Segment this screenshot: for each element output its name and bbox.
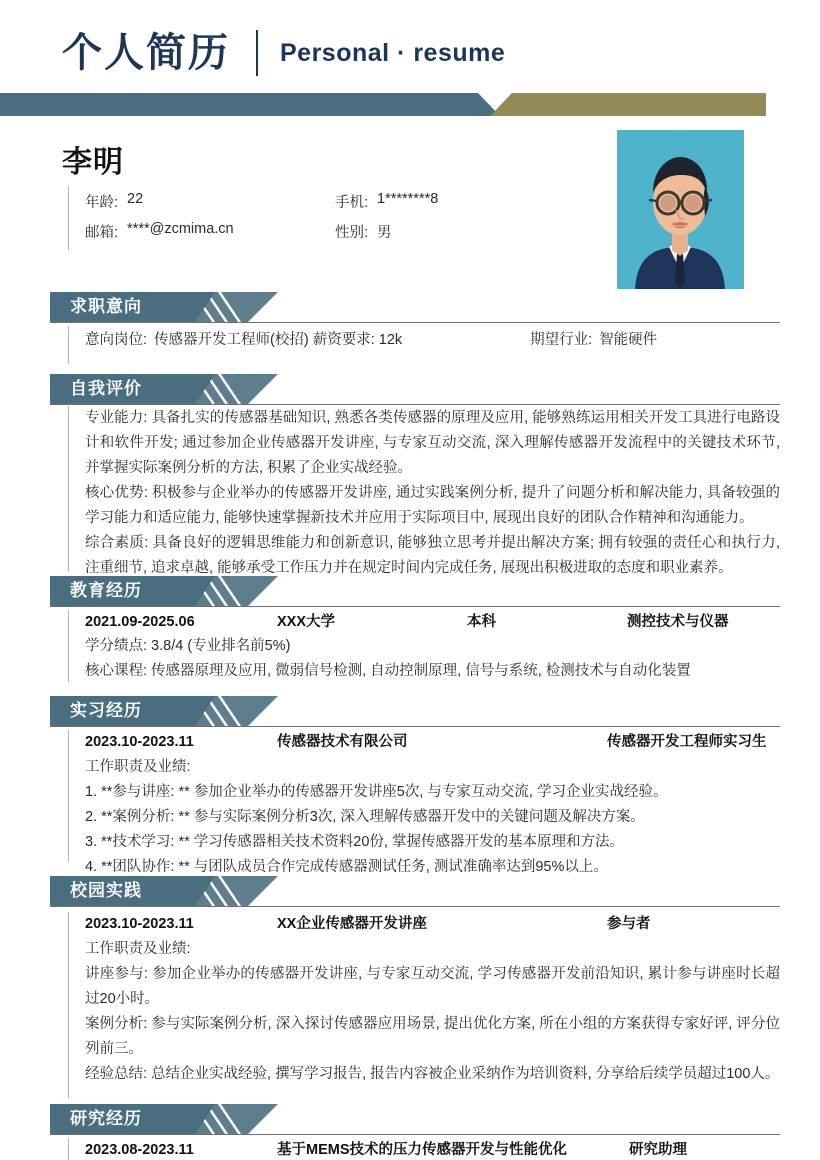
- campus-row: [85, 912, 780, 936]
- education-date: 2021.09-2025.06: [85, 614, 195, 630]
- campus-date: 2023.10-2023.11: [85, 916, 194, 932]
- internship-row: [85, 730, 780, 754]
- education-courses: 核心课程: 传感器原理及应用, 微弱信号检测, 自动控制原理, 信号与系统, 检测技术与自动化装置: [85, 663, 691, 679]
- section-header-campus-practice: [50, 876, 780, 906]
- section-title: 校园实践: [70, 881, 142, 900]
- internship-bullet: 4. **团队协作: ** 与团队成员合作完成传感器测试任务, 测试准确率达到95%以上。: [85, 859, 608, 875]
- header-banner: [0, 93, 820, 116]
- research-role: 研究助理: [629, 1142, 687, 1158]
- campus-paragraph: 案例分析: 参与实际案例分析, 深入探讨传感器应用场景, 提出优化方案, 所在小组的方案获得专家好评, 评分位列前三。: [85, 1016, 780, 1057]
- document-title-row: [0, 22, 820, 84]
- title-divider: [256, 30, 258, 76]
- evaluation-paragraph: 综合素质: 具备良好的逻辑思维能力和创新意识, 能够独立思考并提出解决方案; 拥有较强的责任心和执行力, 注重细节, 追求卓越, 能够承受工作压力并在规定时间内完成任务, 展现出积极进取的态度和职业素养。: [85, 535, 780, 576]
- research-date: 2023.08-2023.11: [85, 1142, 194, 1158]
- education-body: [68, 610, 780, 682]
- section-rule: [50, 322, 780, 323]
- job-intention-row: [85, 326, 780, 354]
- contact-field-email: [85, 221, 335, 242]
- campus-project: XX企业传感器开发讲座: [277, 916, 427, 932]
- position-label: 意向岗位:: [85, 332, 148, 348]
- evaluation-paragraph: 专业能力: 具备扎实的传感器基础知识, 熟悉各类传感器的原理及应用, 能够熟练运用相关开发工具进行电路设计和软件开发; 通过参加企业传感器开发讲座, 与专家互动交流, 深入理解传感器开发流程中的关键技术环节, 并掌握实际案例分析的方法, 积累了企业实战经验。: [85, 410, 780, 476]
- field-label: 邮箱:: [85, 224, 119, 241]
- portrait-photo: [617, 130, 744, 289]
- contact-field-phone: [335, 191, 438, 212]
- internship-company: 传感器技术有限公司: [277, 734, 408, 750]
- field-value: 1********8: [377, 190, 439, 207]
- campus-practice-body: [68, 912, 780, 1098]
- contact-row: [85, 216, 608, 246]
- campus-paragraph: 讲座参与: 参加企业举办的传感器开发讲座, 与专家互动交流, 学习传感器开发前沿知识, 累计参与讲座时长超过20小时。: [85, 966, 780, 1007]
- self-evaluation-body: [68, 406, 780, 576]
- campus-paragraph: 经验总结: 总结企业实战经验, 撰写学习报告, 报告内容被企业采纳作为培训资料, 分享给后续学员超过100人。: [85, 1066, 780, 1082]
- section-rule: [50, 606, 780, 607]
- internship-subhead: 工作职责及业绩:: [85, 759, 191, 775]
- section-rule: [50, 1134, 780, 1135]
- portrait-illustration: [617, 130, 744, 289]
- internship-bullet: 2. **案例分析: ** 参与实际案例分析3次, 深入理解传感器开发中的关键问题及解决方案。: [85, 809, 645, 825]
- section-title: 教育经历: [70, 581, 142, 600]
- education-major: 测控技术与仪器: [627, 614, 729, 630]
- contact-field-age: [85, 191, 335, 212]
- field-label: 性别:: [335, 224, 369, 241]
- banner-gold-bar: [490, 93, 766, 116]
- section-header-self-evaluation: [50, 374, 780, 404]
- field-value: ****@zcmima.cn: [127, 220, 234, 237]
- education-school: XXX大学: [277, 614, 336, 630]
- education-row: [85, 610, 780, 634]
- section-header-job-intention: [50, 292, 780, 322]
- education-gpa: 学分绩点: 3.8/4 (专业排名前5%): [85, 638, 291, 654]
- field-label: 年龄:: [85, 194, 119, 211]
- campus-subhead: 工作职责及业绩:: [85, 941, 191, 957]
- field-label: 手机:: [335, 194, 369, 211]
- page-title-en: Personal · resume: [280, 38, 506, 67]
- job-intention-body: [68, 326, 780, 364]
- banner-teal-bar: [0, 93, 500, 116]
- industry-value: 智能硬件: [599, 332, 658, 348]
- position-value: 传感器开发工程师(校招) 薪资要求: 12k: [154, 332, 403, 348]
- internship-role: 传感器开发工程师实习生: [607, 734, 767, 750]
- candidate-name: 李明: [62, 146, 124, 179]
- field-value: 男: [377, 224, 392, 241]
- research-project: 基于MEMS技术的压力传感器开发与性能优化: [277, 1142, 567, 1158]
- section-title: 研究经历: [70, 1109, 142, 1128]
- section-header-research: [50, 1104, 780, 1134]
- section-rule: [50, 726, 780, 727]
- section-rule: [50, 906, 780, 907]
- section-title: 实习经历: [70, 701, 142, 720]
- section-title: 求职意向: [70, 297, 142, 316]
- research-row: [85, 1138, 780, 1160]
- contact-row: [85, 186, 608, 216]
- internship-body: [68, 730, 780, 875]
- section-header-internship: [50, 696, 780, 726]
- contact-info-block: [68, 186, 608, 250]
- field-value: 22: [127, 190, 144, 207]
- education-degree: 本科: [467, 614, 496, 630]
- page-title-cn: 个人简历: [62, 31, 230, 75]
- internship-date: 2023.10-2023.11: [85, 734, 194, 750]
- research-body: [68, 1138, 780, 1160]
- evaluation-paragraph: 核心优势: 积极参与企业举办的传感器开发讲座, 通过实践案例分析, 提升了问题分析和解决能力, 具备较强的学习能力和适应能力, 能够快速掌握新技术并应用于实际项目中, 展现出良好的团队合作精神和沟通能力。: [85, 485, 780, 526]
- section-rule: [50, 404, 780, 405]
- industry-label: 期望行业:: [530, 332, 593, 348]
- internship-bullet: 1. **参与讲座: ** 参加企业举办的传感器开发讲座5次, 与专家互动交流, 学习企业实战经验。: [85, 784, 668, 800]
- internship-bullet: 3. **技术学习: ** 学习传感器相关技术资料20份, 掌握传感器开发的基本原理和方法。: [85, 834, 624, 850]
- section-header-education: [50, 576, 780, 606]
- campus-role: 参与者: [607, 916, 651, 932]
- section-title: 自我评价: [70, 379, 142, 398]
- contact-field-gender: [335, 221, 392, 242]
